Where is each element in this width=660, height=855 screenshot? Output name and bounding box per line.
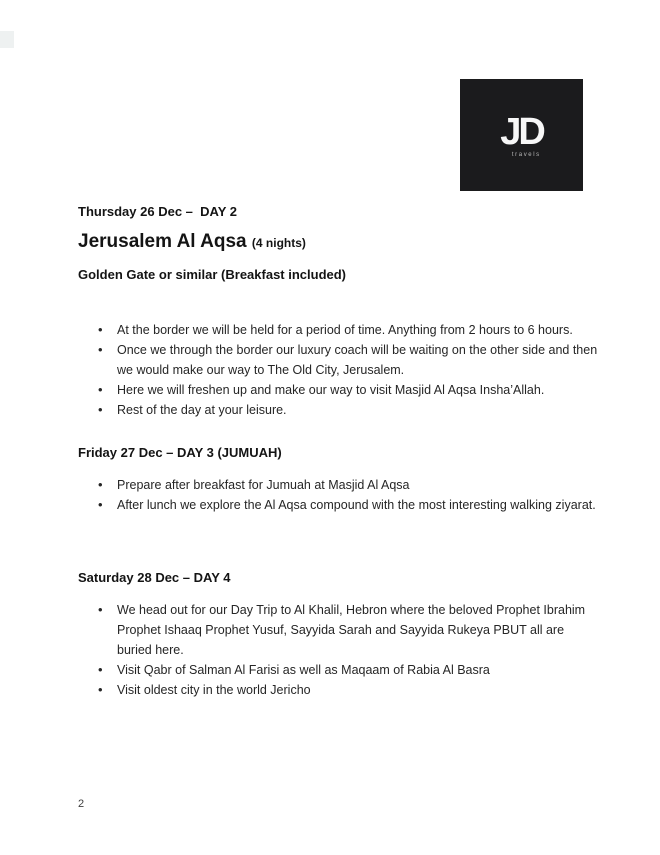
bullet-text: Visit Qabr of Salman Al Farisi as well as Maqaam of Rabia Al Basra bbox=[117, 663, 490, 677]
bullet-text: Here we will freshen up and make our way to visit Masjid Al Aqsa Insha’Allah. bbox=[117, 383, 545, 397]
list-item bbox=[78, 495, 598, 515]
heading-day2: Thursday 26 Dec – DAY 2 bbox=[78, 204, 237, 219]
logo-monogram: JD bbox=[500, 110, 543, 153]
heading-day3: Friday 27 Dec – DAY 3 (JUMUAH) bbox=[78, 445, 282, 460]
page-number: 2 bbox=[78, 798, 85, 810]
list-item bbox=[78, 680, 598, 700]
corner-mark bbox=[0, 31, 14, 48]
jd-travels-logo bbox=[500, 110, 543, 158]
logo-box bbox=[460, 79, 583, 191]
list-item bbox=[78, 320, 598, 340]
day3-bullet-list bbox=[78, 475, 598, 515]
trip-title-note: (4 nights) bbox=[251, 236, 306, 250]
list-item bbox=[78, 340, 598, 380]
trip-title bbox=[78, 231, 598, 254]
list-item bbox=[78, 660, 598, 680]
day2-bullet-list bbox=[78, 320, 598, 420]
bullet-text: Rest of the day at your leisure. bbox=[117, 403, 287, 417]
bullet-text: We head out for our Day Trip to Al Khalil, Hebron where the beloved Prophet Ibrahim Prophet Ishaaq Prophet Yusuf, Sayyida Sarah and Sayyida Rukeya PBUT all are buried here. bbox=[117, 603, 586, 657]
bullet-text: At the border we will be held for a period of time. Anything from 2 hours to 6 hours. bbox=[117, 323, 573, 337]
heading-day4: Saturday 28 Dec – DAY 4 bbox=[78, 570, 231, 585]
list-item bbox=[78, 380, 598, 400]
bullet-text: Visit oldest city in the world Jericho bbox=[117, 683, 311, 697]
trip-title-main: Jerusalem Al Aqsa bbox=[78, 231, 252, 252]
list-item bbox=[78, 475, 598, 495]
bullet-text: Prepare after breakfast for Jumuah at Masjid Al Aqsa bbox=[117, 478, 410, 492]
bullet-text: After lunch we explore the Al Aqsa compound with the most interesting walking ziyarat. bbox=[117, 498, 596, 512]
list-item bbox=[78, 600, 598, 660]
day4-bullet-list bbox=[78, 600, 598, 700]
logo-subtext: travels bbox=[511, 151, 541, 158]
bullet-text: Once we through the border our luxury coach will be waiting on the other side and then we would make our way to The Old City, Jerusalem. bbox=[117, 343, 598, 377]
hotel-line: Golden Gate or similar (Breakfast included) bbox=[78, 267, 347, 282]
list-item bbox=[78, 400, 598, 420]
